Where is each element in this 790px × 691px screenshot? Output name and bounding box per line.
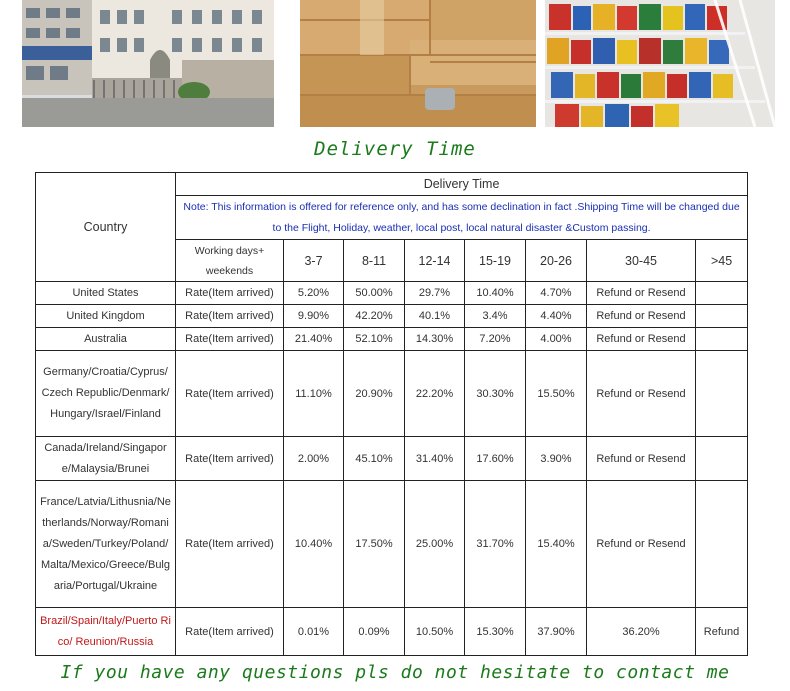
rate-value-cell: 15.40% <box>526 481 587 608</box>
contact-footer-text: If you have any questions pls do not hesitate to contact me <box>60 662 730 683</box>
rate-label-cell: Rate(Item arrived) <box>176 328 284 351</box>
rate-value-cell: 21.40% <box>284 328 344 351</box>
rate-value-cell: Refund or Resend <box>587 481 696 608</box>
rate-value-cell <box>696 282 748 305</box>
range-header: 15-19 <box>465 240 526 282</box>
rate-value-cell: 25.00% <box>405 481 465 608</box>
rate-value-cell: 37.90% <box>526 608 587 656</box>
table-row <box>36 328 748 351</box>
shipping-note: Note: This information is offered for reference only, and has some declination in fact .Shipping Time will be changed due to the Flight, Holiday, weather, local post, local natural disaster &Custom passing. <box>176 196 748 240</box>
rate-value-cell: Refund or Resend <box>587 282 696 305</box>
rate-value-cell: Refund or Resend <box>587 305 696 328</box>
rate-value-cell: 11.10% <box>284 351 344 437</box>
rate-value-cell: 10.40% <box>284 481 344 608</box>
country-cell: United Kingdom <box>36 305 176 328</box>
rate-value-cell <box>696 305 748 328</box>
rate-value-cell: 50.00% <box>344 282 405 305</box>
range-header: >45 <box>696 240 748 282</box>
rate-value-cell: 4.40% <box>526 305 587 328</box>
working-days-header: Working days+ weekends <box>176 240 284 282</box>
rate-label-cell: Rate(Item arrived) <box>176 305 284 328</box>
delivery-time-heading: Delivery Time <box>314 138 476 160</box>
rate-label-cell: Rate(Item arrived) <box>176 608 284 656</box>
rate-value-cell <box>696 481 748 608</box>
rate-value-cell: 45.10% <box>344 437 405 481</box>
table-row <box>36 305 748 328</box>
rate-value-cell: 42.20% <box>344 305 405 328</box>
table-row <box>36 282 748 305</box>
rate-value-cell: 0.09% <box>344 608 405 656</box>
rate-value-cell: 10.40% <box>465 282 526 305</box>
rate-value-cell: 7.20% <box>465 328 526 351</box>
cardboard-boxes-photo <box>300 0 536 127</box>
rate-value-cell: 17.60% <box>465 437 526 481</box>
country-cell: Australia <box>36 328 176 351</box>
rate-value-cell: 29.7% <box>405 282 465 305</box>
table-row <box>36 351 748 437</box>
rate-value-cell: 31.40% <box>405 437 465 481</box>
rate-value-cell <box>696 437 748 481</box>
rate-value-cell: 4.00% <box>526 328 587 351</box>
rate-value-cell: 9.90% <box>284 305 344 328</box>
table-row <box>36 437 748 481</box>
rate-value-cell: Refund or Resend <box>587 437 696 481</box>
rate-value-cell: 15.50% <box>526 351 587 437</box>
delivery-time-header: Delivery Time <box>176 173 748 196</box>
country-header: Country <box>36 173 176 282</box>
range-header: 12-14 <box>405 240 465 282</box>
rate-value-cell: 4.70% <box>526 282 587 305</box>
table-row <box>36 608 748 656</box>
rate-value-cell: Refund or Resend <box>587 328 696 351</box>
rate-label-cell: Rate(Item arrived) <box>176 282 284 305</box>
rate-value-cell: 52.10% <box>344 328 405 351</box>
country-cell: Canada/Ireland/Singapore/Malaysia/Brunei <box>36 437 176 481</box>
range-header: 30-45 <box>587 240 696 282</box>
rate-value-cell <box>696 328 748 351</box>
country-cell: France/Latvia/Lithusnia/Netherlands/Norway/Romania/Sweden/Turkey/Poland/Malta/Mexico/Greece/Bulgaria/Portugal/Ukraine <box>36 481 176 608</box>
rate-value-cell: 15.30% <box>465 608 526 656</box>
country-cell: Germany/Croatia/Cyprus/Czech Republic/Denmark/Hungary/Israel/Finland <box>36 351 176 437</box>
rate-value-cell: 30.30% <box>465 351 526 437</box>
rate-value-cell: 20.90% <box>344 351 405 437</box>
range-header: 3-7 <box>284 240 344 282</box>
rate-label-cell: Rate(Item arrived) <box>176 437 284 481</box>
rate-value-cell: 31.70% <box>465 481 526 608</box>
rate-label-cell: Rate(Item arrived) <box>176 351 284 437</box>
range-header: 20-26 <box>526 240 587 282</box>
table-row <box>36 481 748 608</box>
range-header: 8-11 <box>344 240 405 282</box>
rate-value-cell: 10.50% <box>405 608 465 656</box>
rate-value-cell: 22.20% <box>405 351 465 437</box>
rate-value-cell: 2.00% <box>284 437 344 481</box>
rate-value-cell: 0.01% <box>284 608 344 656</box>
rate-value-cell: 5.20% <box>284 282 344 305</box>
rate-value-cell: 14.30% <box>405 328 465 351</box>
rate-value-cell: 3.4% <box>465 305 526 328</box>
rate-value-cell: Refund or Resend <box>587 351 696 437</box>
rate-value-cell <box>696 351 748 437</box>
country-cell: United States <box>36 282 176 305</box>
delivery-time-table <box>35 172 748 656</box>
factory-building-photo <box>22 0 274 127</box>
rate-value-cell: Refund <box>696 608 748 656</box>
toy-shelves-photo <box>545 0 775 127</box>
rate-label-cell: Rate(Item arrived) <box>176 481 284 608</box>
rate-value-cell: 3.90% <box>526 437 587 481</box>
country-cell: Brazil/Spain/Italy/Puerto Rico/ Reunion/Russia <box>36 608 176 656</box>
rate-value-cell: 17.50% <box>344 481 405 608</box>
rate-value-cell: 40.1% <box>405 305 465 328</box>
rate-value-cell: 36.20% <box>587 608 696 656</box>
